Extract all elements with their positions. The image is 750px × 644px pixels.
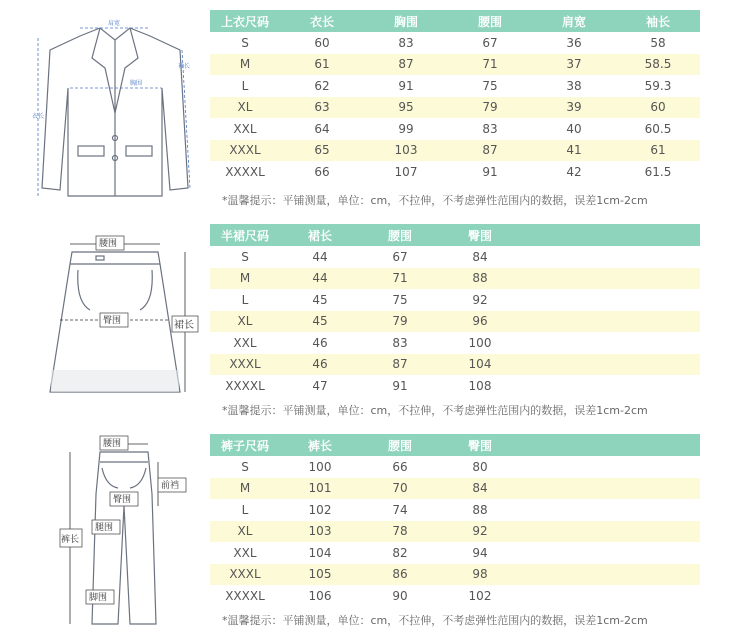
header-shoulder: 肩宽 (532, 10, 616, 32)
table-row: XL 63 95 79 39 60 (210, 97, 700, 119)
table-row: XXXL 65 103 87 41 61 (210, 140, 700, 162)
table-row: XXXL 46 87 104 (210, 354, 700, 376)
header-waist: 腰围 (360, 224, 440, 246)
pants-diagram (30, 434, 200, 639)
top-size-section (0, 0, 750, 215)
table-row: XL 45 79 96 (210, 311, 700, 333)
table-row: L 62 91 75 38 59.3 (241, 78, 672, 93)
skirt-size-table (210, 224, 700, 397)
pants-waist-label: 腰围 (103, 439, 122, 449)
jacket-diagram (30, 18, 200, 208)
table-row: L 45 75 92 (241, 292, 488, 307)
header-size: 上衣尺码 (210, 10, 280, 32)
table-row: S 100 66 80 (241, 459, 488, 474)
pants-length-label: 裤长 (61, 535, 80, 545)
skirt-hip-label: 臀围 (103, 316, 122, 326)
skirt-diagram (30, 232, 200, 422)
header-size: 半裙尺码 (210, 224, 280, 246)
table-row: M 44 71 88 (210, 268, 700, 290)
header-waist: 腰围 (360, 434, 440, 456)
header-hip: 臀围 (440, 224, 520, 246)
table-row: XL 103 78 92 (210, 521, 700, 543)
top-size-table (210, 10, 700, 183)
table-row: XXXXL 47 91 108 (225, 378, 492, 393)
pants-hip-label: 臀围 (113, 495, 132, 505)
table-row: S 60 83 67 36 58 (241, 35, 666, 50)
table-row: L 102 74 88 (241, 502, 488, 517)
skirt-size-section (0, 220, 750, 425)
table-header-row (210, 224, 700, 246)
table-row: XXL 64 99 83 40 60.5 (233, 121, 672, 136)
header-chest: 胸围 (364, 10, 448, 32)
skirt-length-label: 裙长 (174, 320, 194, 331)
table-header-row (210, 434, 700, 456)
header-sleeve: 袖长 (616, 10, 700, 32)
table-row: M 61 87 71 37 58.5 (210, 54, 700, 76)
jacket-length-label: 衣长 (32, 113, 45, 120)
pants-size-section (0, 430, 750, 644)
pants-rise-label: 前裆 (161, 481, 180, 491)
skirt-size-note: *温馨提示：平铺测量，单位：cm，不拉伸，不考虑弹性范围内的数据，误差1cm-2cm (222, 404, 648, 417)
header-waist: 腰围 (448, 10, 532, 32)
table-row: XXXXL 106 90 102 (225, 588, 492, 603)
pants-size-table (210, 434, 700, 607)
table-row: XXXL 105 86 98 (210, 564, 700, 586)
chest-label: 胸围 (130, 80, 143, 87)
pants-size-note: *温馨提示：平铺测量，单位：cm，不拉伸，不考虑弹性范围内的数据，误差1cm-2cm (222, 614, 648, 627)
sleeve-label: 袖长 (178, 63, 191, 70)
table-row: M 101 70 84 (210, 478, 700, 500)
table-row: XXXXL 66 107 91 42 61.5 (225, 164, 672, 179)
header-length: 裙长 (280, 224, 360, 246)
header-size: 裤子尺码 (210, 434, 280, 456)
skirt-waist-label: 腰围 (99, 239, 118, 249)
header-length: 裤长 (280, 434, 360, 456)
table-row: S 44 67 84 (241, 249, 488, 264)
table-row: XXL 46 83 100 (233, 335, 492, 350)
table-row: XXL 104 82 94 (233, 545, 488, 560)
header-hip: 臀围 (440, 434, 520, 456)
pants-thigh-label: 腿围 (95, 523, 114, 533)
pants-hem-label: 脚围 (89, 593, 108, 603)
header-length: 衣长 (280, 10, 364, 32)
shoulder-label: 肩宽 (108, 20, 121, 27)
table-header-row (210, 10, 700, 32)
top-size-note: *温馨提示：平铺测量，单位：cm，不拉伸，不考虑弹性范围内的数据，误差1cm-2cm (222, 194, 648, 207)
